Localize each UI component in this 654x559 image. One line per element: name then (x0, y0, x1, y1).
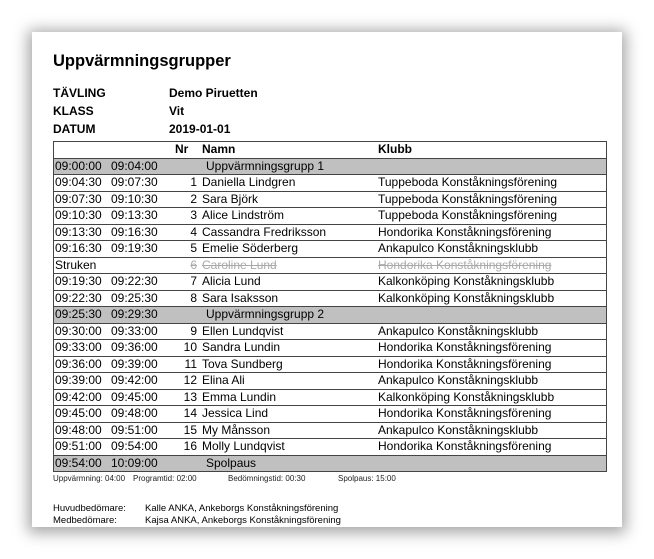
page-title: Uppvärmningsgrupper (53, 52, 231, 70)
table-row (54, 356, 607, 373)
start-time: 09:07:30 (54, 191, 111, 208)
header-name: Namn (198, 142, 377, 159)
header-club: Klubb (377, 142, 607, 159)
summary-warmup: Uppvärmning: 04:00 (53, 474, 126, 483)
competition-meta (53, 84, 258, 138)
start-number (174, 158, 198, 175)
start-number: 13 (174, 389, 198, 406)
summary-resurface: Spolpaus: 15:00 (338, 474, 396, 483)
meta-row-competition (53, 84, 258, 102)
club-name: Hondorika Konståkningsförening (377, 340, 607, 357)
club-name: Kalkonköping Konståkningsklubb (377, 290, 607, 307)
start-number: 9 (174, 323, 198, 340)
table-row (54, 208, 607, 225)
document-page (32, 32, 622, 527)
club-name (377, 158, 607, 175)
skater-name: Alicia Lund (198, 274, 377, 291)
start-number: 15 (174, 422, 198, 439)
end-time: 09:25:30 (110, 290, 174, 307)
start-time: 09:04:30 (54, 175, 111, 192)
meta-label: DATUM (53, 122, 96, 136)
club-name: Ankapulco Konståkningsklubb (377, 373, 607, 390)
end-time: 09:22:30 (110, 274, 174, 291)
skater-name: Cassandra Fredriksson (198, 224, 377, 241)
start-number: 11 (174, 356, 198, 373)
start-number: 6 (174, 257, 198, 274)
end-time: 09:48:00 (110, 406, 174, 423)
start-time: 09:51:00 (54, 439, 111, 456)
header-start (54, 142, 111, 159)
end-time: 09:07:30 (110, 175, 174, 192)
table-row (54, 274, 607, 291)
skater-name: Molly Lundqvist (198, 439, 377, 456)
skater-name: Spolpaus (198, 455, 377, 472)
table-row (54, 224, 607, 241)
end-time: 09:33:00 (110, 323, 174, 340)
end-time: 09:54:00 (110, 439, 174, 456)
start-time: 09:54:00 (54, 455, 111, 472)
skater-name: Daniella Lindgren (198, 175, 377, 192)
header-nr: Nr (174, 142, 198, 159)
skater-name: Caroline Lund (198, 257, 377, 274)
start-number: 7 (174, 274, 198, 291)
start-time: 09:33:00 (54, 340, 111, 357)
table-row (54, 406, 607, 423)
start-number: 4 (174, 224, 198, 241)
schedule-table (53, 141, 607, 472)
start-time: 09:16:30 (54, 241, 111, 258)
meta-row-class (53, 102, 258, 120)
club-name: Ankapulco Konståkningsklubb (377, 241, 607, 258)
start-number: 10 (174, 340, 198, 357)
start-time: 09:30:00 (54, 323, 111, 340)
skater-name: Jessica Lind (198, 406, 377, 423)
skater-name: Sandra Lundin (198, 340, 377, 357)
club-name: Tuppeboda Konståkningsförening (377, 208, 607, 225)
club-name: Hondorika Konståkningsförening (377, 439, 607, 456)
table-row (54, 257, 607, 274)
skater-name: Emelie Söderberg (198, 241, 377, 258)
end-time (110, 257, 174, 274)
skater-name: Elina Ali (198, 373, 377, 390)
end-time: 09:10:30 (110, 191, 174, 208)
table-header-row (54, 142, 607, 159)
club-name: Hondorika Konståkningsförening (377, 406, 607, 423)
table-row (54, 422, 607, 439)
end-time: 09:51:00 (110, 422, 174, 439)
judges (53, 503, 341, 527)
meta-value: Vit (169, 104, 185, 118)
start-time: 09:36:00 (54, 356, 111, 373)
start-number: 8 (174, 290, 198, 307)
end-time: 09:19:30 (110, 241, 174, 258)
club-name: Hondorika Konståkningsförening (377, 257, 607, 274)
skater-name: Sara Isaksson (198, 290, 377, 307)
club-name: Kalkonköping Konståkningsklubb (377, 274, 607, 291)
group-row (54, 455, 607, 472)
club-name: Ankapulco Konståkningsklubb (377, 422, 607, 439)
start-number (174, 455, 198, 472)
start-time: 09:39:00 (54, 373, 111, 390)
club-name (377, 455, 607, 472)
start-number: 14 (174, 406, 198, 423)
start-time: 09:22:30 (54, 290, 111, 307)
skater-name: Uppvärmningsgrupp 2 (198, 307, 377, 324)
end-time: 09:36:00 (110, 340, 174, 357)
start-number: 2 (174, 191, 198, 208)
meta-label: TÄVLING (53, 86, 106, 100)
skater-name: Ellen Lundqvist (198, 323, 377, 340)
start-number: 16 (174, 439, 198, 456)
start-time: 09:10:30 (54, 208, 111, 225)
header-end (110, 142, 174, 159)
summary-judging-time: Bedömningstid: 00:30 (228, 474, 306, 483)
start-number: 1 (174, 175, 198, 192)
judge-label: Huvudbedömare: (53, 503, 126, 514)
start-time: 09:42:00 (54, 389, 111, 406)
skater-name: My Månsson (198, 422, 377, 439)
table-row (54, 290, 607, 307)
end-time: 09:45:00 (110, 389, 174, 406)
summary-program-time: Programtid: 02:00 (133, 474, 197, 483)
skater-name: Emma Lundin (198, 389, 377, 406)
skater-name: Sara Björk (198, 191, 377, 208)
start-time: 09:25:30 (54, 307, 111, 324)
table-row (54, 439, 607, 456)
club-name: Kalkonköping Konståkningsklubb (377, 389, 607, 406)
start-time: 09:00:00 (54, 158, 111, 175)
table-row (54, 191, 607, 208)
group-row (54, 307, 607, 324)
judge-row-head (53, 503, 341, 515)
table-row (54, 241, 607, 258)
group-row (54, 158, 607, 175)
start-number: 3 (174, 208, 198, 225)
table-row (54, 373, 607, 390)
judge-row-assistant (53, 515, 341, 527)
end-time: 09:13:30 (110, 208, 174, 225)
skater-name: Tova Sundberg (198, 356, 377, 373)
judge-label: Medbedömare: (53, 515, 117, 526)
start-time: Struken (54, 257, 111, 274)
table-row (54, 389, 607, 406)
end-time: 09:04:00 (110, 158, 174, 175)
table-row (54, 323, 607, 340)
club-name: Tuppeboda Konståkningsförening (377, 191, 607, 208)
start-time: 09:48:00 (54, 422, 111, 439)
meta-value: 2019-01-01 (169, 122, 231, 136)
end-time: 09:42:00 (110, 373, 174, 390)
table-row (54, 340, 607, 357)
table-row (54, 175, 607, 192)
meta-label: KLASS (53, 104, 94, 118)
end-time: 09:16:30 (110, 224, 174, 241)
start-time: 09:13:30 (54, 224, 111, 241)
start-number: 12 (174, 373, 198, 390)
start-time: 09:19:30 (54, 274, 111, 291)
start-number: 5 (174, 241, 198, 258)
meta-row-date (53, 120, 258, 138)
start-time: 09:45:00 (54, 406, 111, 423)
end-time: 09:39:00 (110, 356, 174, 373)
timing-summary (53, 474, 396, 483)
club-name (377, 307, 607, 324)
meta-value: Demo Piruetten (169, 86, 258, 100)
end-time: 09:29:30 (110, 307, 174, 324)
club-name: Hondorika Konståkningsförening (377, 224, 607, 241)
club-name: Ankapulco Konståkningsklubb (377, 323, 607, 340)
skater-name: Uppvärmningsgrupp 1 (198, 158, 377, 175)
judge-value: Kajsa ANKA, Ankeborgs Konståkningsförening (145, 515, 341, 526)
club-name: Hondorika Konståkningsförening (377, 356, 607, 373)
club-name: Tuppeboda Konståkningsförening (377, 175, 607, 192)
skater-name: Alice Lindström (198, 208, 377, 225)
judge-value: Kalle ANKA, Ankeborgs Konståkningsförening (145, 503, 339, 514)
start-number (174, 307, 198, 324)
end-time: 10:09:00 (110, 455, 174, 472)
